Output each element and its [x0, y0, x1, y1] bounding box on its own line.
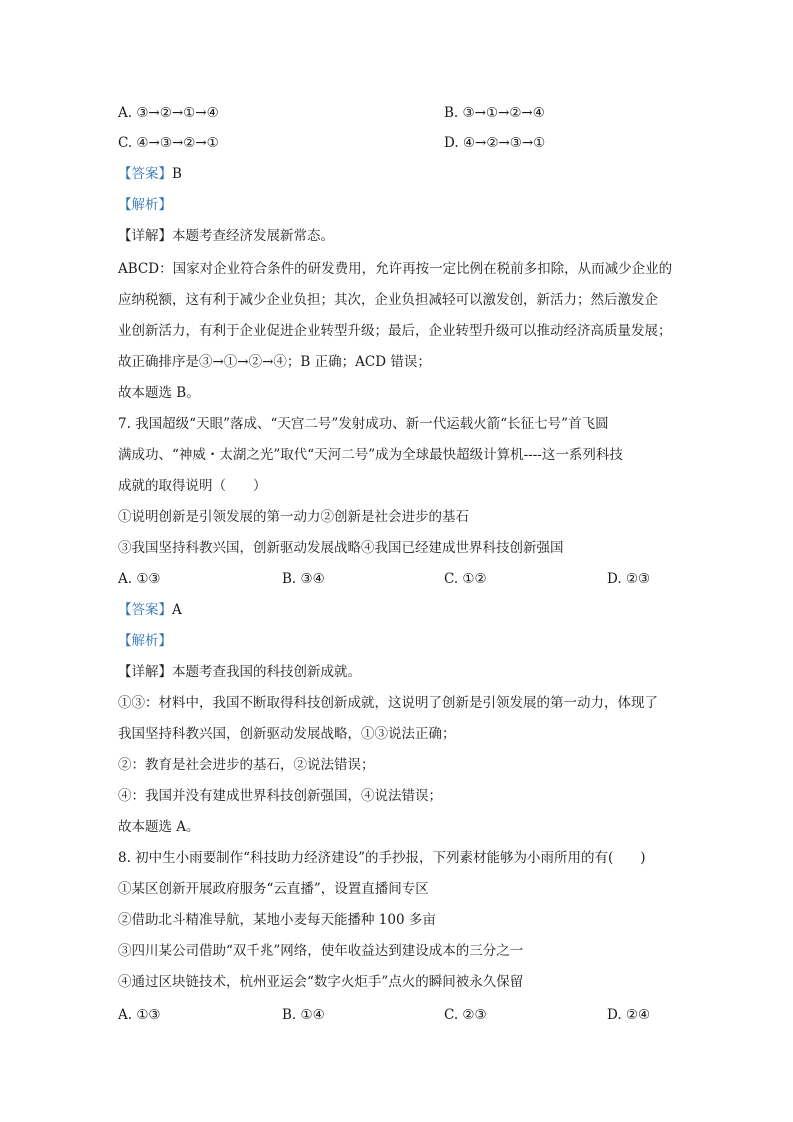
q7-statement: ③我国坚持科教兴国，创新驱动发展战略④我国已经建成世界科技创新强国	[118, 540, 564, 556]
q7-analysis-tag: 【解析】	[118, 633, 172, 649]
q7-body-line: 我国坚持科教兴国，创新驱动发展战略，①③说法正确；	[118, 726, 456, 742]
q6-body-line: 应纳税额，这有利于减少企业负担；其次，企业负担减轻可以激发创，新活力；然后激发企	[118, 292, 658, 308]
q8-option-d: D. ②④	[607, 1007, 651, 1023]
q6-analysis-tag: 【解析】	[118, 197, 172, 213]
answer-value: A	[172, 602, 182, 618]
detail-tag: 【详解】	[118, 228, 172, 244]
q6-conclusion: 故本题选 B。	[118, 385, 200, 401]
q8-statement: ①某区创新开展政府服务“云直播”，设置直播间专区	[118, 881, 429, 897]
q7-body-line: ①③：材料中，我国不断取得科技创新成就，这说明了创新是引领发展的第一动力，体现了	[118, 695, 658, 711]
q7-stem-line: 7. 我国超级“天眼”落成、“天宫二号”发射成功、新一代运载火箭“长征七号”首飞圆	[118, 416, 609, 432]
q6-answer	[118, 164, 182, 184]
q8-option-b: B. ①④	[282, 1007, 325, 1023]
q7-answer	[118, 600, 182, 620]
q7-body-line: ④：我国并没有建成世界科技创新强国，④说法错误；	[118, 788, 442, 804]
q7-option-b: B. ③④	[282, 571, 325, 587]
q7-body-line: ②：教育是社会进步的基石，②说法错误；	[118, 757, 375, 773]
q7-statement: ①说明创新是引领发展的第一动力②创新是社会进步的基石	[118, 509, 469, 525]
q8-statement: ②借助北斗精准导航，某地小麦每天能播种 100 多亩	[118, 912, 436, 928]
detail-text: 本题考查我国的科技创新成就。	[172, 664, 361, 680]
q7-stem-line: 成就的取得说明（ ）	[118, 478, 267, 494]
detail-tag: 【详解】	[118, 664, 172, 680]
q8-stem: 8. 初中生小雨要制作“科技助力经济建设”的手抄报，下列素材能够为小雨所用的有( )	[118, 850, 646, 866]
q6-body-line: 业创新活力，有利于企业促进企业转型升级；最后，企业转型升级可以推动经济高质量发展；	[118, 323, 672, 339]
q6-detail	[118, 226, 334, 246]
q7-stem-line: 满成功、“神威・太湖之光”取代“天河二号”成为全球最快超级计算机----这一系列科技	[118, 447, 623, 463]
answer-value: B	[172, 166, 182, 182]
q6-body-line: ABCD：国家对企业符合条件的研发费用，允许再按一定比例在税前多扣除，从而减少企业的	[118, 261, 673, 277]
answer-tag: 【答案】	[118, 602, 172, 618]
q8-option-a: A. ①③	[118, 1007, 161, 1023]
q7-conclusion: 故本题选 A。	[118, 819, 200, 835]
q6-option-a: A. ③→②→①→④	[118, 105, 219, 121]
answer-tag: 【答案】	[118, 166, 172, 182]
q8-statement: ③四川某公司借助“双千兆”网络，使年收益达到建设成本的三分之一	[118, 943, 524, 959]
q8-statement: ④通过区块链技术，杭州亚运会“数字火炬手”点火的瞬间被永久保留	[118, 974, 524, 990]
q7-detail	[118, 662, 361, 682]
detail-text: 本题考查经济发展新常态。	[172, 228, 334, 244]
q8-option-c: C. ②③	[444, 1007, 487, 1023]
q6-option-c: C. ④→③→②→①	[118, 135, 219, 151]
q7-option-a: A. ①③	[118, 571, 161, 587]
q7-option-c: C. ①②	[444, 571, 487, 587]
q6-option-b: B. ③→①→②→④	[444, 105, 545, 121]
q6-body-line: 故正确排序是③→①→②→④；B 正确；ACD 错误；	[118, 354, 431, 370]
q7-option-d: D. ②③	[607, 571, 651, 587]
q6-option-d: D. ④→②→③→①	[444, 135, 546, 151]
